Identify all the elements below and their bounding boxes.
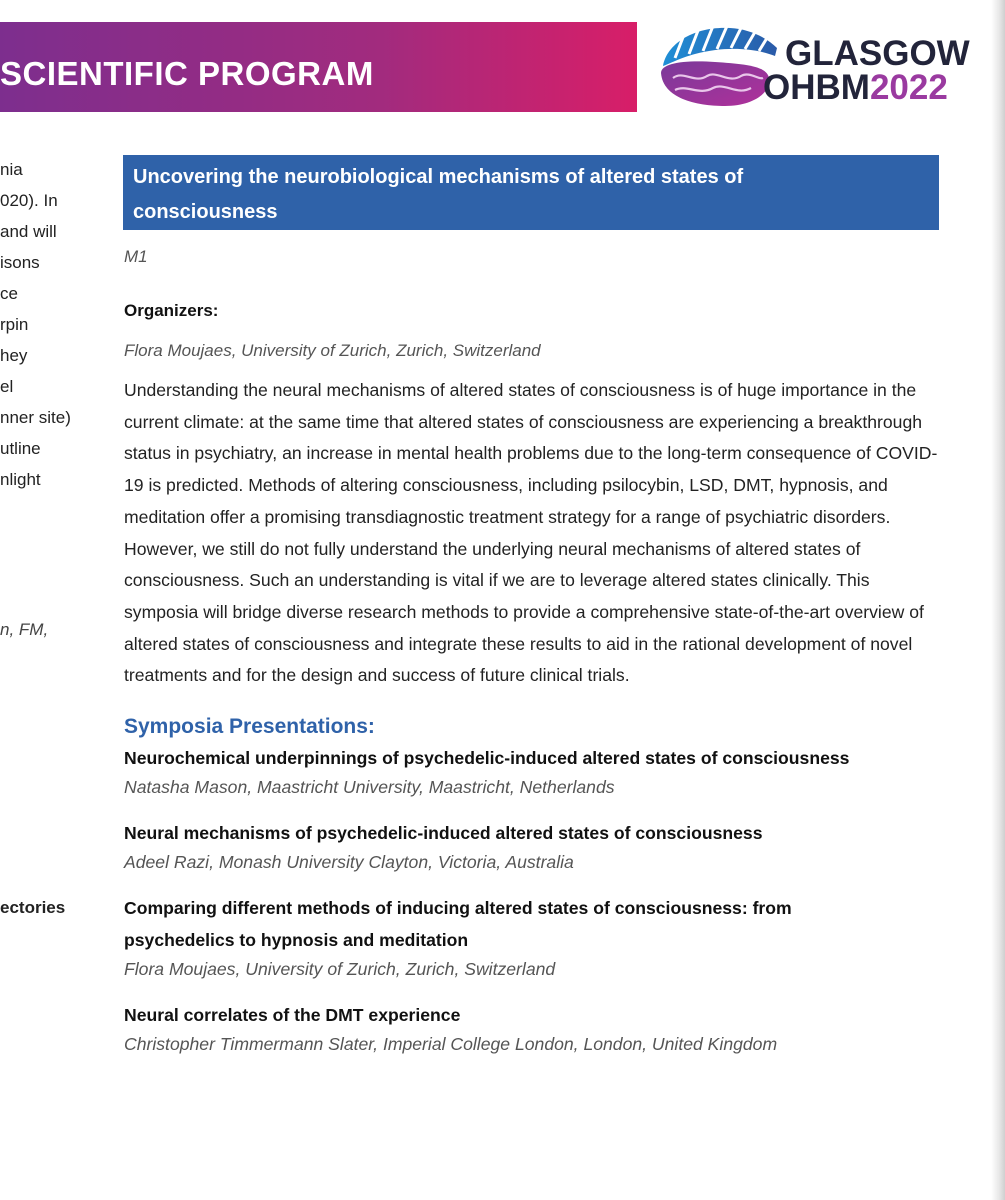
banner-title: SCIENTIFIC PROGRAM: [0, 55, 374, 92]
logo-glasgow-text: GLASGOW: [785, 34, 970, 73]
session-abstract: Understanding the neural mechanisms of altered states of consciousness is of huge importance in the current climate: at the same time that altered states of consciousness are experiencing a breakthrough status in psychiatry, an increase in mental health problems due to the long-term consequence of COVID-19 is predicted. Methods of altering consciousness, including psilocybin, LSD, DMT, hypnosis, and meditation offer a promising transdiagnostic treatment strategy for a range of psychiatric disorders. However, we still do not fully understand the underlying neural mechanisms of altered states of consciousness. Such an understanding is vital if we are to leverage altered states clinically. This symposia will bridge diverse research methods to provide a comprehensive state-of-the-art overview of altered states of consciousness and integrate these results to aid in the rational development of novel treatments and for the design and success of future clinical trials.: [124, 380, 938, 686]
presentation-item: [124, 892, 944, 982]
logo-ohbm-word: OHBM: [763, 68, 870, 107]
presentations-heading: Symposia Presentations:: [124, 715, 375, 739]
presentation-author: Christopher Timmermann Slater, Imperial College London, London, United Kingdom: [124, 1034, 778, 1055]
presentation-title: Neurochemical underpinnings of psychedelic-induced altered states of consciousness: [124, 748, 850, 769]
ohbm-logo: [655, 18, 985, 113]
truncated-line: nner site): [0, 408, 71, 427]
truncated-line: 020). In: [0, 191, 58, 210]
presentation-title: Neural correlates of the DMT experience: [124, 1005, 461, 1026]
presentation-item: [124, 999, 944, 1057]
truncated-line: utline: [0, 439, 41, 458]
page-edge-shadow: [991, 0, 1005, 1200]
presentation-item: [124, 742, 944, 800]
truncated-line: nlight: [0, 470, 41, 489]
truncated-heading-fragment: ectories: [0, 898, 66, 917]
truncated-line: hey: [0, 346, 28, 365]
presentation-title: Neural mechanisms of psychedelic-induced altered states of consciousness: [124, 823, 763, 844]
session-title: Uncovering the neurobiological mechanisms of altered states of consciousness: [133, 166, 744, 223]
session-title-box: [123, 155, 939, 230]
presentation-author: Flora Moujaes, University of Zurich, Zurich, Switzerland: [124, 959, 556, 980]
logo-year: 2022: [869, 68, 948, 107]
organizers-label: Organizers:: [124, 301, 219, 320]
truncated-line: isons: [0, 253, 40, 272]
session-content: [124, 245, 944, 1074]
presentation-title: Comparing different methods of inducing altered states of consciousness: from psychedelics to hypnosis and meditation: [124, 898, 792, 951]
truncated-left-column: [0, 154, 100, 495]
organizer-name: Flora Moujaes, University of Zurich, Zurich, Switzerland: [124, 341, 541, 360]
presentation-author: Natasha Mason, Maastricht University, Maastricht, Netherlands: [124, 777, 615, 798]
truncated-line: nia: [0, 160, 23, 179]
truncated-line: and will: [0, 222, 57, 241]
truncated-line: ce: [0, 284, 18, 303]
logo-ohbm-text: [763, 70, 948, 105]
truncated-line: el: [0, 377, 14, 396]
presentation-author: Adeel Razi, Monash University Clayton, Victoria, Australia: [124, 852, 574, 873]
session-code: M1: [124, 247, 148, 266]
truncated-author-fragment: n, FM,: [0, 620, 49, 639]
truncated-line: rpin: [0, 315, 29, 334]
presentation-item: [124, 817, 944, 875]
